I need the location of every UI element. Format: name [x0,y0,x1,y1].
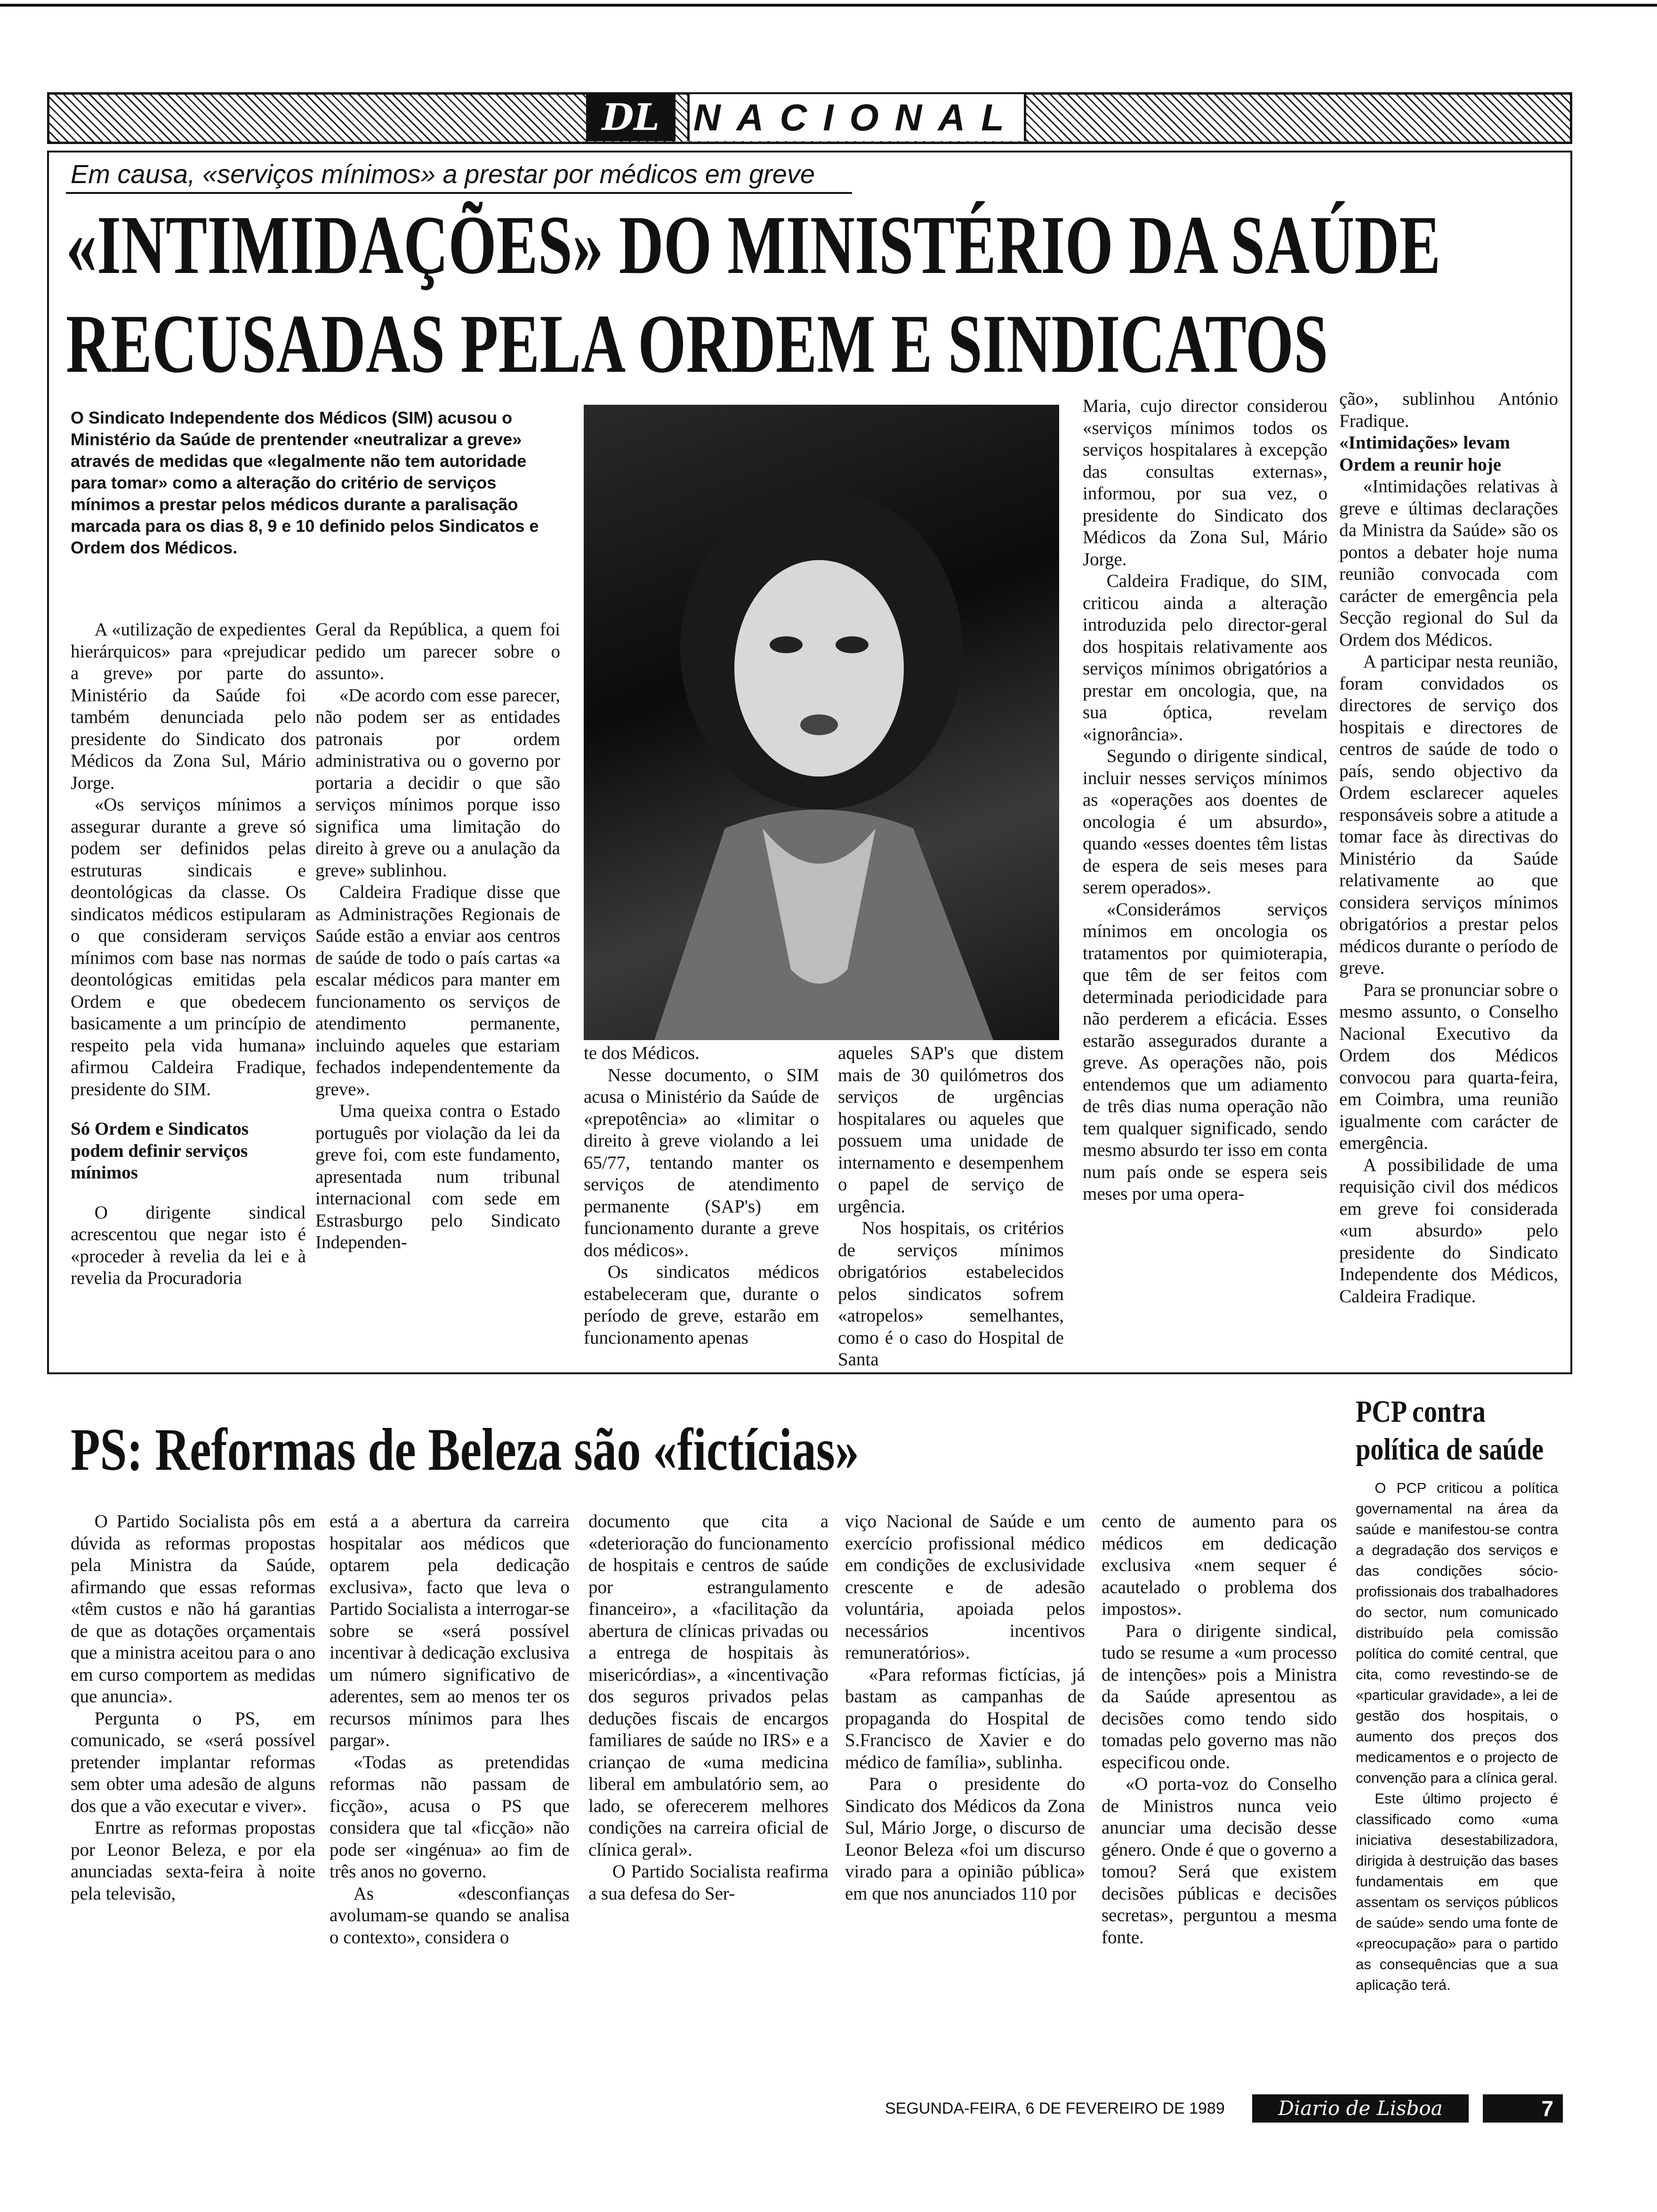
article2-headline: PS: Reformas de Beleza são «fictícias» [71,1416,859,1483]
paragraph: O Partido Socialista reafirma a sua defesa do Ser- [588,1861,828,1904]
article1-headline-line2: RECUSADAS PELA ORDEM E SINDICATOS [66,297,1328,390]
paragraph: Uma queixa contra o Estado português por violação da lei da greve foi, com este fundamento, apresentada num tribunal internacional com sede em Estrasburgo pelo Sindicato Independen- [315,1101,560,1252]
article3-body [1356,1478,1558,2090]
paragraph: Para o presidente do Sindicato dos Médicos da Zona Sul, Mário Jorge, o discurso de Leonor Beleza «foi um discurso virado para a opinião pública» em que nos anunciados 110 por [845,1774,1085,1904]
paragraph: documento que cita a «deterioração do funcionamento de hospitais e centros de saúde por estrangulamento financeiro», a «facilitação da abertura de clínicas privadas ou a entrega de hospitais às misericórdias», a «incentivação dos seguros privados pelas deduções fiscais de encargos familiares de saúde no IRS» e a criançao de «uma medicina liberal em ambulatório sem, ao lado, se oferecerem melhores condições na carreira oficial de clínica geral». [588,1511,828,1860]
paragraph: A possibilidade de uma requisição civil dos médicos em greve foi considerada «um absurdo» pelo presidente do Sindicato Independente dos Médicos, Caldeira Fradique. [1339,1154,1558,1306]
paragraph: Pergunta o PS, em comunicado, se «será possível pretender implantar reformas sem obter uma adesão de alguns dos que a vão executar e viver». [71,1708,315,1816]
paragraph: aqueles SAP's que distem mais de 30 quilómetros dos serviços de urgências hospitalares ou aqueles que possuem uma unidade de internamento e desempenhem o papel de serviço de urgência. [838,1043,1064,1217]
section-title: NACIONAL [687,94,1026,141]
subheading: Só Ordem e Sindicatos podem definir serviços mínimos [71,1119,249,1183]
paragraph: «O porta-voz do Conselho de Ministros nunca veio anunciar uma decisão desse género. Onde é que o governo a tomou? Será que existem decisões públicas e decisões secretas», perguntou a mesma fonte. [1102,1774,1337,1948]
article1-headline-line1: «INTIMIDAÇÕES» DO MINISTÉRIO DA SAÚDE [66,198,1441,291]
paragraph: A participar nesta reunião, foram convidados os directores de serviço dos hospitais e directores de centros de saúde de todo o país, sendo objectivo da Ordem esclarecer aqueles responsáveis sobre a atitude a tomar face às directivas do Ministério da Saúde relativamente ao que considera serviços mínimos obrigatórios a prestar pelos médicos durante o período de greve. [1339,651,1558,978]
kicker-underline [66,192,852,194]
article2-column-3 [588,1511,828,2085]
paragraph: cento de aumento para os médicos em dedicação exclusiva «nem sequer é acautelado o problema dos impostos». [1102,1511,1337,1619]
article1-kicker: Em causa, «serviços mínimos» a prestar por médicos em greve [71,159,815,189]
paragraph: Caldeira Fradique disse que as Administrações Regionais de Saúde estão a enviar aos centros de saúde de todo o país cartas «a escalar médicos para manter em funcionamento os serviços de atendimento permanente, incluindo aqueles que estariam fechados independentemente da greve». [315,882,560,1099]
article2-column-1 [71,1511,315,2085]
paragraph: «Todas as pretendidas reformas não passam de ficção», acusa o PS que considera que tal «ficção» não pode ser «ingénua» ao fim de três anos no governo. [330,1752,570,1882]
paragraph: A «utilização de expedientes hierárquicos» para «prejudicar a greve» por parte do Ministério da Saúde foi também denunciada pelo presidente do Sindicato dos Médicos da Zona Sul, Mário Jorge. [71,619,306,793]
paragraph: As «desconfianças avolumam-se quando se analisa o contexto», considera o [330,1883,570,1948]
paragraph: viço Nacional de Saúde e um exercício profissional médico em condições de exclusividade crescente e de adesão voluntária, apoiada pelos necessários incentivos remuneratórios». [845,1511,1085,1663]
article3-headline: PCP contra política de saúde [1356,1395,1544,1467]
paragraph: Este último projecto é classificado como «uma iniciativa desestabilizadora, dirigida à destruição das bases fundamentais em que assentam os serviços públicos de saúde» sendo uma fonte de «preocupação» para o partido as consequências que a sua aplicação terá. [1356,1790,1558,1993]
subheading: «Intimidações» levam Ordem a reunir hoje [1339,433,1510,475]
paragraph: O PCP criticou a política governamental na área da saúde e manifestou-se contra a degradação dos serviços e das condições sócio-profissionais dos trabalhadores do sector, num comunicado distribuído pela comissão política do comité central, que cita, como revestindo-se de «particular gravidade», a lei de gestão dos hospitais, o aumento dos preços dos medicamentos e o projecto de convenção para a clínica geral. [1356,1480,1558,1786]
article1-lead: O Sindicato Independente dos Médicos (SIM) acusou o Ministério da Saúde de prentender «neutralizar a greve» através de medidas que «legalmente não tem autoridade para tomar» como a alteração do critério de serviços mínimos a prestar pelos médicos durante a paralisação marcada para os dias 8, 9 e 10 definido pelos Sindicatos e Ordem dos Médicos. [71,408,539,557]
paragraph: «Intimidações relativas à greve e últimas declarações da Ministra da Saúde» são os pontos a debater hoje numa reunião convocada com carácter de emergência pela Secção regional do Sul da Ordem dos Médicos. [1339,476,1558,650]
paragraph: ção», sublinhou António Fradique. [1339,389,1558,431]
paragraph: Geral da República, a quem foi pedido um parecer sobre o assunto». [315,619,560,683]
paragraph: «Os serviços mínimos a assegurar durante a greve só podem ser definidos pelas estruturas sindicais e deontológicas da classe. Os sindicatos médicos estipularam o que consideram serviços mínimos com base nas normas deontológicas emitidas pela Ordem e que obedecem basicamente a um princípio de respeito pela vida humana» afirmou Caldeira Fradique, presidente do SIM. [71,794,306,1099]
masthead-logo: Diario de Lisboa [1252,2094,1469,2123]
paragraph: Para o dirigente sindical, tudo se resume a «um processo de intenções» pois a Ministra da Saúde apresentou as decisões como tendo sido tomadas pelo governo mas não especificou onde. [1102,1620,1337,1772]
page-number: 7 [1483,2094,1563,2123]
paragraph: está a a abertura da carreira hospitalar aos médicos que optarem pela dedicação exclusiva», facto que leva o Partido Socialista a interrogar-se sobre se «será possível incentivar à dedicação exclusiva um número significativo de aderentes, sem ao menos ter os recursos mínimos para lhes pargar». [330,1511,570,1750]
portrait-woman-image [584,405,1059,1040]
paragraph: «Considerámos serviços mínimos em oncologia os tratamentos por quimioterapia, que têm de ser feitos com determinada periodicidade para não perderem a eficácia. Esses estarão assegurados durante a greve. As operações não, pois entendemos que um adiamento de três dias numa operação não tem qualquer significado, sendo mesmo absurdo ter isso em conta num país onde se espera seis meses por uma opera- [1083,899,1327,1204]
article1-column-3 [584,1042,819,1372]
article1-column-6 [1339,388,1558,1372]
article2-column-4 [845,1511,1085,2085]
article1-column-1 [71,619,306,1372]
paragraph: O Partido Socialista pôs em dúvida as reformas propostas pela Ministra da Saúde, afirmando que essas reformas «têm custos e não há garantias de que as dotações orçamentais que a ministra aceitou para o ano em curso comportem as medidas que anuncia». [71,1511,315,1707]
paragraph: Nos hospitais, os critérios de serviços mínimos obrigatórios estabelecidos pelos sindicatos sofrem «atropelos» semelhantes, como é o caso do Hospital de Santa [838,1218,1064,1370]
paragraph: Para se pronunciar sobre o mesmo assunto, o Conselho Nacional Executivo da Ordem dos Médicos convocou para quarta-feira, em Coimbra, uma reunião igualmente com carácter de emergência. [1339,979,1558,1153]
paragraph: Caldeira Fradique, do SIM, criticou ainda a alteração introduzida pelo director-geral dos hospitais relativamente aos serviços mínimos obrigatórios a prestar em oncologia, que, na sua óptica, revelam «ignorância». [1083,571,1327,745]
paragraph: Enrtre as reformas propostas por Leonor Beleza, e por ela anunciadas sexta-feira à noite pela televisão, [71,1818,315,1904]
article1-column-2 [315,619,560,1372]
paragraph: «De acordo com esse parecer, não podem ser as entidades patronais por ordem administrativa ou o governo por portaria a decidir o que são serviços mínimos porque isso significa uma limitação do direito à greve ou a anulação da greve» sublinhou. [315,685,560,881]
article1-column-4 [838,1042,1064,1372]
paragraph: «Para reformas fictícias, já bastam as campanhas de propaganda do Hospital de S.Francisco de Xavier e do médico de família», sublinha. [845,1664,1085,1772]
paragraph: O dirigente sindical acrescentou que negar isto é «proceder à revelia da lei e à revelia da Procuradoria [71,1202,306,1288]
article2-column-2 [330,1511,570,2085]
issue-date: SEGUNDA-FEIRA, 6 DE FEVEREIRO DE 1989 [885,2100,1225,2117]
paragraph: te dos Médicos. [584,1043,700,1063]
top-border [0,4,1657,7]
paragraph: Segundo o dirigente sindical, incluir nesses serviços mínimos as «operações aos doentes de oncologia é um absurdo», quando «esses doentes têm listas de espera de seis meses para serem operados». [1083,746,1327,898]
article1-column-5 [1083,395,1327,1372]
article2-column-5 [1102,1511,1337,2085]
dl-logo: DL [586,94,676,141]
paragraph: Nesse documento, o SIM acusa o Ministério da Saúde de «prepotência» ao «limitar o direito à greve violando a lei 65/77, tentando manter os serviços de atendimento permanente (SAP's) em funcionamento durante a greve dos médicos». [584,1065,819,1260]
article1-photo [584,405,1059,1040]
paragraph: Maria, cujo director considerou «serviços mínimos todos os serviços hospitalares à excepção das consultas externas», informou, por sua vez, o presidente do Sindicato dos Médicos da Zona Sul, Mário Jorge. [1083,396,1327,569]
paragraph: Os sindicatos médicos estabeleceram que, durante o período de greve, estarão em funcionamento apenas [584,1262,819,1348]
